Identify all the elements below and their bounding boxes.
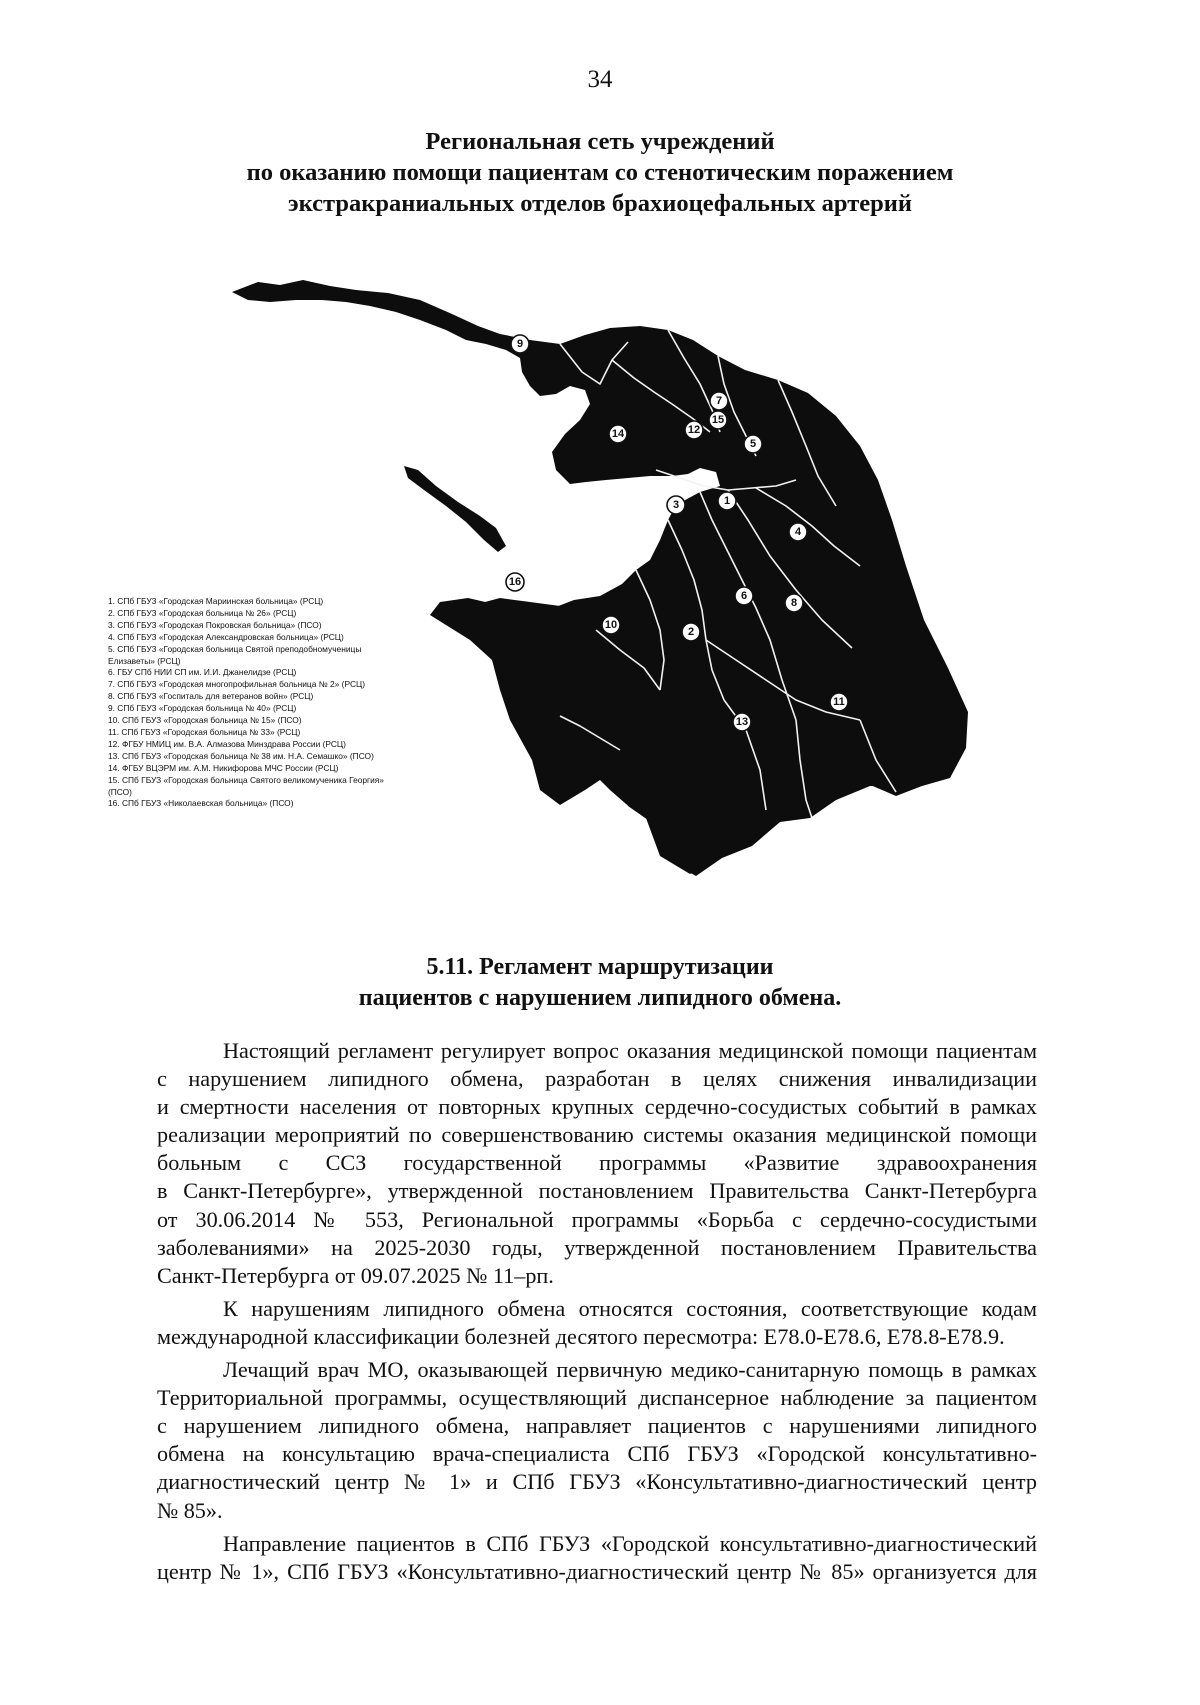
- text-line: диагностический центр № 1» и СПб ГБУЗ «Консультативно-диагностический центр: [157, 1469, 1037, 1495]
- map-marker-13: [733, 713, 751, 731]
- map-marker-4: [789, 523, 807, 541]
- legend-item: 1. СПб ГБУЗ «Городская Мариинская больница» (РСЦ): [108, 596, 324, 606]
- marker-label: 13: [735, 716, 749, 728]
- page-number: 34: [587, 66, 613, 93]
- text-line: больным с ССЗ государственной программы «Развитие здравоохранения: [157, 1150, 1037, 1176]
- text-line: Направление пациентов в СПб ГБУЗ «Городской консультативно-диагностический: [223, 1530, 1037, 1556]
- legend-item: 14. ФГБУ ВЦЭРМ им. А.М. Никифорова МЧС России (РСЦ): [108, 762, 339, 773]
- legend-item: 15. СПб ГБУЗ «Городская больница Святого великомученика Георгия»: [108, 774, 384, 785]
- marker-label: 15: [711, 414, 725, 426]
- section-heading-line: 5.11. Регламент маршрутизации: [426, 954, 774, 980]
- legend-item: 5. СПб ГБУЗ «Городская больница Святой преподобномученицы: [108, 643, 362, 654]
- legend-item: 10. СПб ГБУЗ «Городская больница № 15» (ПСО): [108, 715, 302, 726]
- map-marker-14: [609, 425, 627, 443]
- text-line: обмена на консультацию врача-специалиста СПб ГБУЗ «Городской консультативно-: [157, 1441, 1037, 1467]
- legend-item: 4. СПб ГБУЗ «Городская Александровская больница» (РСЦ): [108, 631, 344, 642]
- map-legend: [108, 596, 498, 810]
- map-marker-10: [602, 616, 620, 634]
- map-marker-5: [744, 435, 762, 453]
- text-line: Настоящий регламент регулирует вопрос оказания медицинской помощи пациентам: [223, 1038, 1037, 1063]
- paragraph: [157, 1037, 1037, 1290]
- marker-label: 16: [508, 576, 522, 588]
- text-line: в Санкт-Петербурге», утвержденной постановлением Правительства Санкт-Петербурга: [157, 1178, 1037, 1204]
- marker-label: 6: [740, 590, 748, 602]
- text-line: с нарушением липидного обмена, разработан в целях снижения инвалидизации: [157, 1066, 1037, 1092]
- marker-label: 12: [687, 424, 701, 436]
- marker-label: 2: [687, 626, 695, 638]
- marker-label: 7: [715, 395, 723, 407]
- text-line: и смертности населения от повторных крупных сердечно-сосудистых событий в рамках: [157, 1094, 1037, 1120]
- text-line: международной классификации болезней десятого пересмотра: E78.0-E78.6, E78.8-E78.9.: [157, 1323, 1005, 1349]
- legend-item: 6. ГБУ СПб НИИ СП им. И.И. Джанелидзе (РСЦ): [108, 667, 297, 678]
- text-line: № 85».: [157, 1497, 223, 1523]
- marker-label: 9: [516, 338, 524, 350]
- map-marker-1: [718, 492, 736, 510]
- section-heading-line: пациентов с нарушением липидного обмена.: [358, 985, 842, 1011]
- marker-label: 8: [790, 597, 798, 609]
- map-marker-8: [785, 594, 803, 612]
- map-marker-6: [735, 587, 753, 605]
- marker-label: 4: [794, 526, 802, 538]
- marker-label: 10: [604, 619, 618, 631]
- map-western-spit: [404, 466, 506, 552]
- map-marker-3: [667, 496, 685, 514]
- text-line: от 30.06.2014 № 553, Региональной программы «Борьба с сердечно-сосудистыми: [157, 1206, 1037, 1232]
- map-marker-11: [830, 693, 848, 711]
- paragraph: [157, 1356, 1037, 1525]
- map-marker-2: [682, 623, 700, 641]
- map-marker-12: [685, 421, 703, 439]
- marker-label: 11: [833, 696, 845, 708]
- map-marker-7: [710, 392, 728, 410]
- legend-item: 11. СПб ГБУЗ «Городская больница № 33» (РСЦ): [108, 726, 301, 737]
- map-marker-16: [506, 573, 524, 591]
- legend-item: (ПСО): [108, 786, 132, 797]
- legend-item: 13. СПб ГБУЗ «Городская больница № 38 им. Н.А. Семашко» (ПСО): [108, 750, 374, 761]
- legend-item: 9. СПб ГБУЗ «Городская больница № 40» (РСЦ): [108, 703, 297, 714]
- paragraph: [157, 1295, 1037, 1351]
- text-line: с нарушением липидного обмена, направляет пациентов с нарушениями липидного: [157, 1413, 1037, 1439]
- marker-label: 5: [749, 438, 757, 450]
- map-title-line: по оказанию помощи пациентам со стенотическим поражением: [246, 159, 954, 186]
- text-line: центр № 1», СПб ГБУЗ «Консультативно-диагностический центр № 85» организуется для: [157, 1558, 1037, 1584]
- body-text: [157, 1037, 1037, 1591]
- text-line: Санкт-Петербурга от 09.07.2025 № 11–рп.: [157, 1262, 554, 1288]
- text-line: заболеваниями» на 2025-2030 годы, утвержденной постановлением Правительства: [157, 1234, 1037, 1260]
- marker-label: 3: [672, 499, 680, 511]
- legend-item: Елизаветы» (РСЦ): [108, 655, 181, 666]
- legend-item: 2. СПб ГБУЗ «Городская больница № 26» (РСЦ): [108, 607, 297, 618]
- map-title-line: Региональная сеть учреждений: [425, 128, 775, 155]
- text-line: К нарушениям липидного обмена относятся состояния, соответствующие кодам: [223, 1295, 1037, 1321]
- legend-item: 7. СПб ГБУЗ «Городская многопрофильная больница № 2» (РСЦ): [108, 679, 365, 690]
- map-marker-9: [511, 335, 529, 353]
- marker-label: 14: [611, 428, 625, 440]
- legend-item: 8. СПб ГБУЗ «Госпиталь для ветеранов войн» (РСЦ): [108, 691, 314, 702]
- map-marker-15: [709, 411, 727, 429]
- text-line: Территориальной программы, осуществляющий диспансерное наблюдение за пациентом: [157, 1385, 1037, 1411]
- legend-item: 12. ФГБУ НМИЦ им. В.А. Алмазова Минздрава России (РСЦ): [108, 738, 346, 749]
- legend-item: 3. СПб ГБУЗ «Городская Покровская больница» (ПСО): [108, 619, 322, 630]
- text-line: реализации мероприятий по совершенствованию системы оказания медицинской помощи: [157, 1122, 1037, 1148]
- marker-label: 1: [723, 495, 731, 507]
- text-line: Лечащий врач МО, оказывающей первичную медико-санитарную помощь в рамках: [223, 1357, 1037, 1383]
- section-heading: [0, 952, 1200, 1014]
- legend-item: 16. СПб ГБУЗ «Николаевская больница» (ПСО): [108, 798, 294, 809]
- map-title: [0, 126, 1200, 219]
- paragraph: [157, 1530, 1037, 1586]
- map-title-line: экстракраниальных отделов брахиоцефальных артерий: [288, 190, 912, 217]
